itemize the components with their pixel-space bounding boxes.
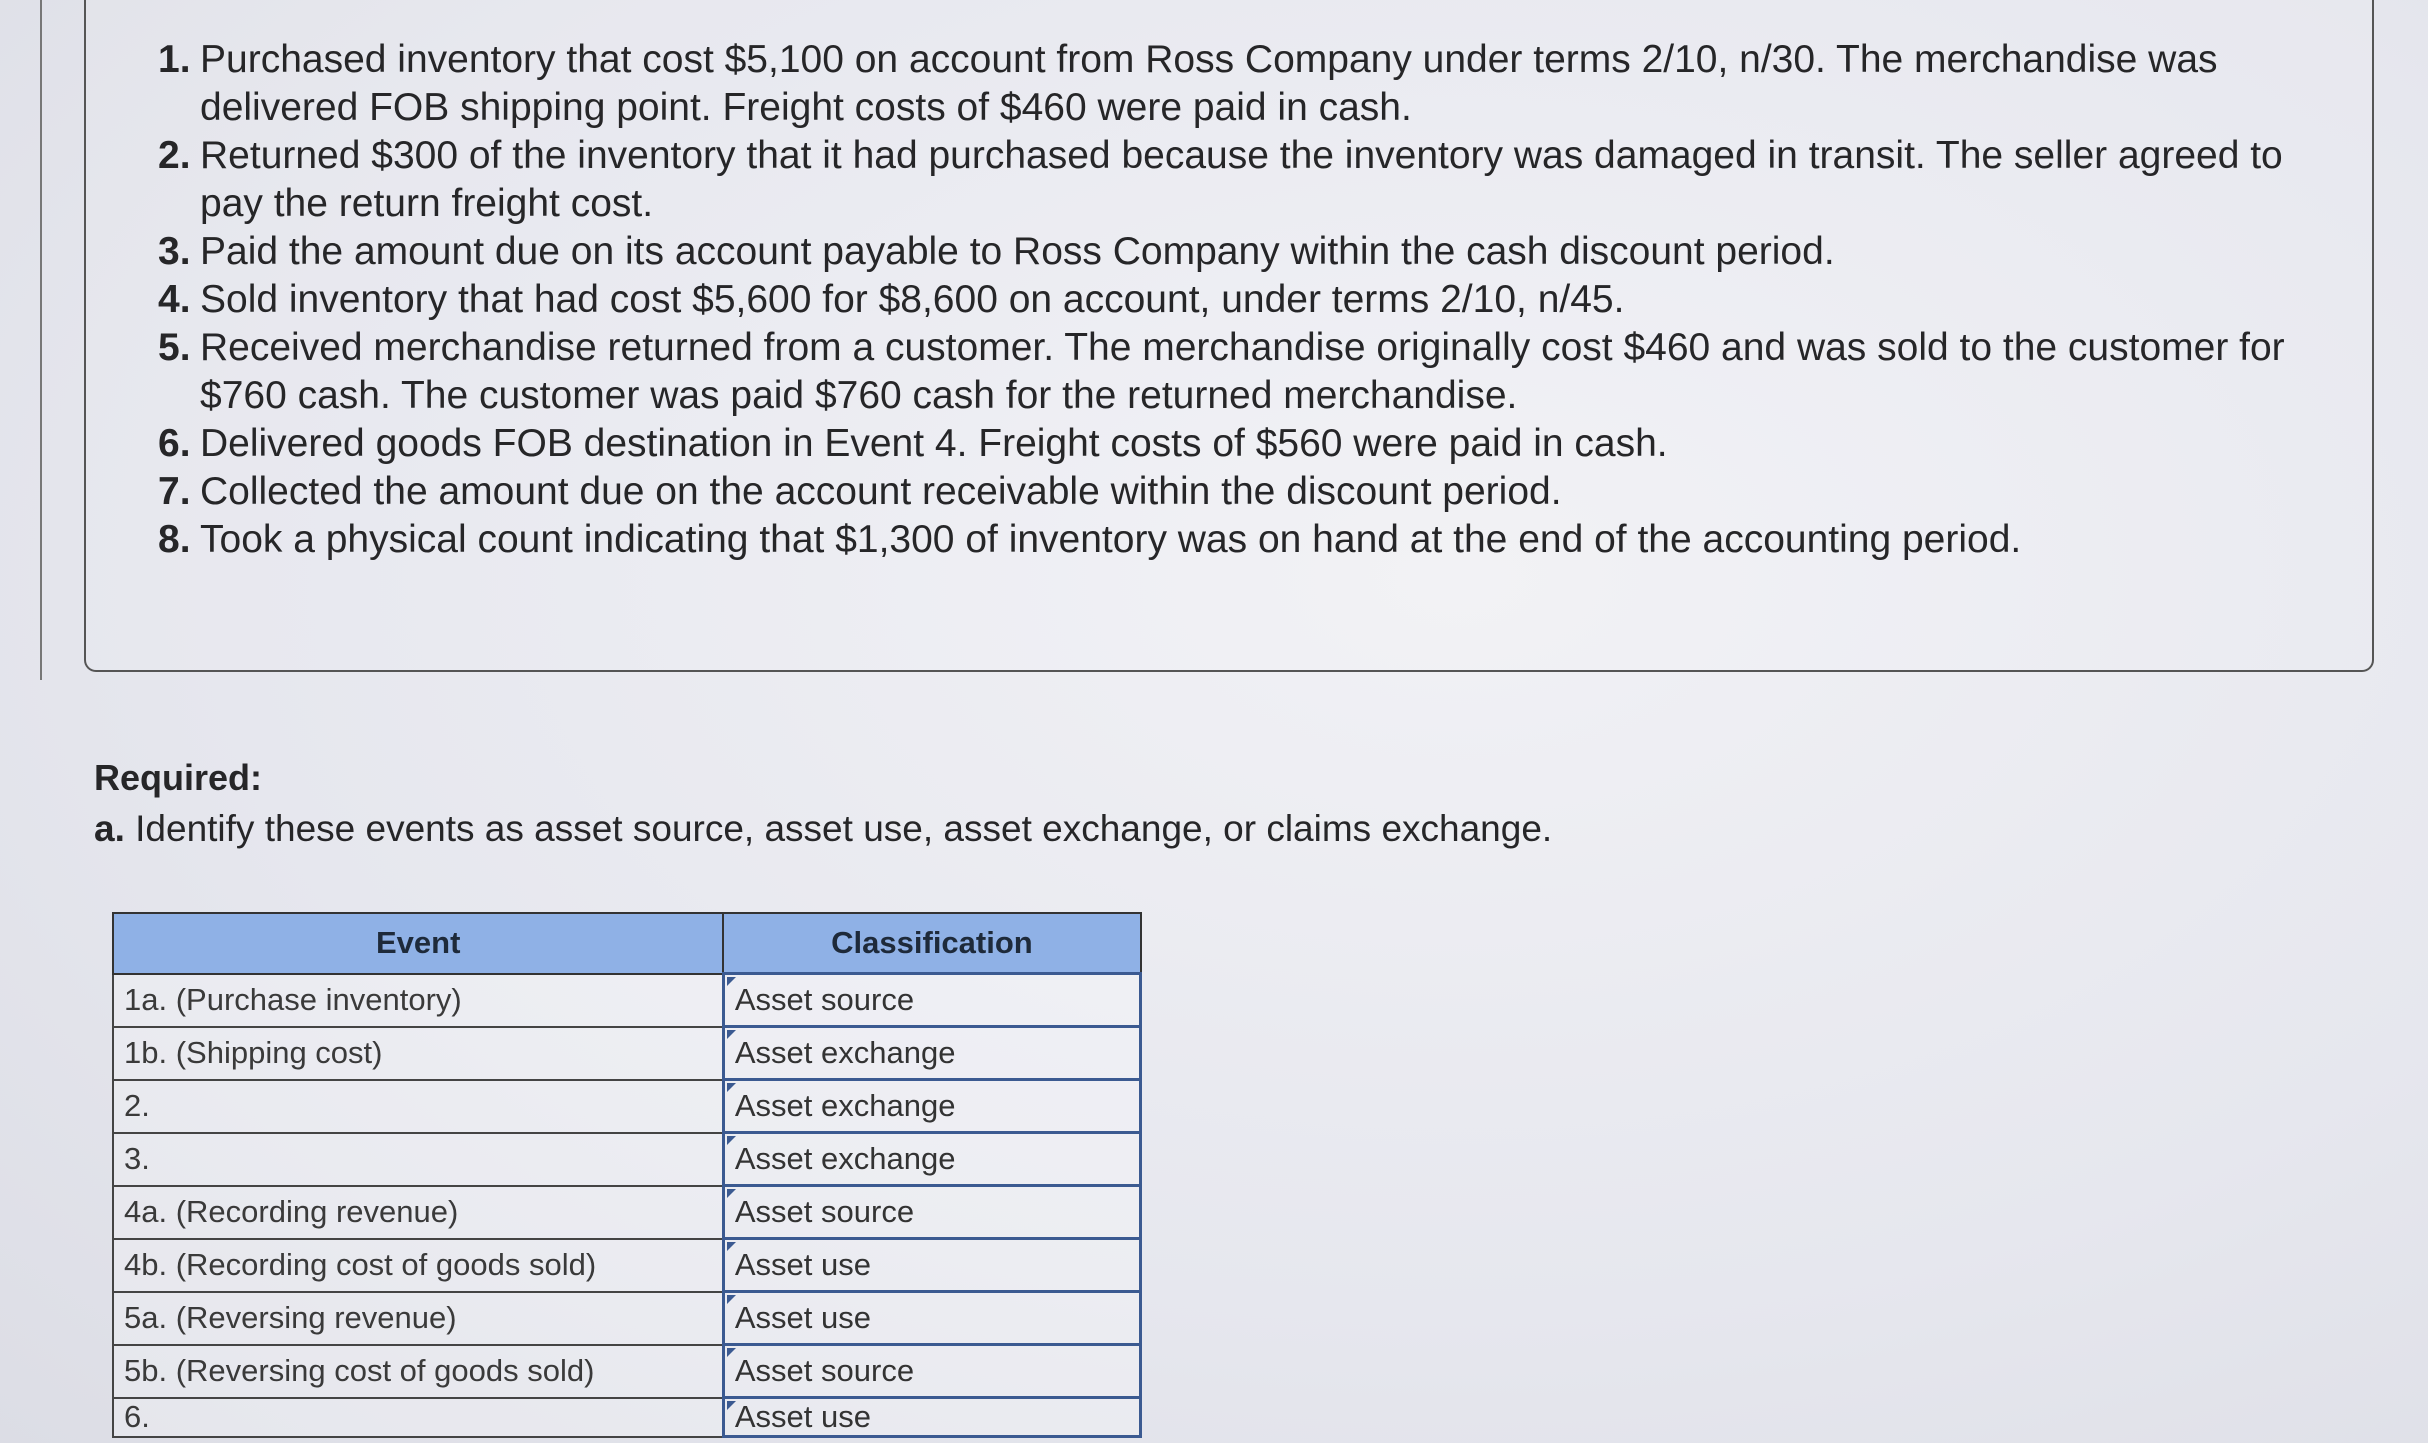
event-number: 8. bbox=[158, 518, 191, 561]
event-cell: 2. bbox=[113, 1080, 723, 1133]
event-text: Purchased inventory that cost $5,100 on account from Ross Company under terms 2/10, n/30. The merchandise was delivered FOB shipping point. Freight costs of $460 were paid in cash. bbox=[200, 38, 2218, 129]
event-number: 5. bbox=[158, 326, 191, 369]
table-row-partial bbox=[113, 1398, 1141, 1437]
classification-table bbox=[112, 912, 1142, 1438]
event-item-6 bbox=[158, 420, 2298, 468]
event-text: Took a physical count indicating that $1,300 of inventory was on hand at the end of the accounting period. bbox=[200, 518, 2022, 561]
event-text: Sold inventory that had cost $5,600 for $8,600 on account, under terms 2/10, n/45. bbox=[200, 278, 1625, 321]
event-item-7 bbox=[158, 468, 2298, 516]
event-item-2 bbox=[158, 132, 2298, 228]
table-row bbox=[113, 974, 1141, 1027]
table-row bbox=[113, 1239, 1141, 1292]
event-text: Collected the amount due on the account receivable within the discount period. bbox=[200, 470, 1562, 513]
table-row bbox=[113, 1186, 1141, 1239]
classification-select[interactable]: Asset exchange bbox=[723, 1080, 1140, 1133]
table-row bbox=[113, 1345, 1141, 1398]
event-item-1 bbox=[158, 36, 2298, 132]
left-divider bbox=[40, 0, 42, 680]
classification-column-header: Classification bbox=[723, 913, 1140, 974]
part-label: a. bbox=[94, 808, 125, 849]
classification-select[interactable]: Asset source bbox=[723, 974, 1140, 1027]
instruction bbox=[94, 808, 1552, 850]
table-row bbox=[113, 1292, 1141, 1345]
event-item-4 bbox=[158, 276, 2298, 324]
event-cell: 1b. (Shipping cost) bbox=[113, 1027, 723, 1080]
event-cell: 4b. (Recording cost of goods sold) bbox=[113, 1239, 723, 1292]
classification-select[interactable]: Asset source bbox=[723, 1345, 1140, 1398]
classification-select[interactable]: Asset use bbox=[723, 1398, 1140, 1437]
classification-select[interactable]: Asset exchange bbox=[723, 1133, 1140, 1186]
classification-table-container bbox=[112, 912, 1142, 1434]
event-item-5 bbox=[158, 324, 2298, 420]
required-heading: Required: bbox=[94, 757, 263, 798]
event-text: Received merchandise returned from a customer. The merchandise originally cost $460 and was sold to the customer for $760 cash. The customer was paid $760 cash for the returned merchandise. bbox=[200, 326, 2285, 417]
event-number: 6. bbox=[158, 422, 191, 465]
event-cell: 3. bbox=[113, 1133, 723, 1186]
classification-select[interactable]: Asset source bbox=[723, 1186, 1140, 1239]
classification-select[interactable]: Asset use bbox=[723, 1292, 1140, 1345]
event-text: Delivered goods FOB destination in Event 4. Freight costs of $560 were paid in cash. bbox=[200, 422, 1668, 465]
table-row bbox=[113, 1133, 1141, 1186]
event-text: Returned $300 of the inventory that it had purchased because the inventory was damaged in transit. The seller agreed to pay the return freight cost. bbox=[200, 134, 2283, 225]
event-cell: 1a. (Purchase inventory) bbox=[113, 974, 723, 1027]
event-list bbox=[158, 36, 2298, 564]
event-number: 3. bbox=[158, 230, 191, 273]
event-item-8 bbox=[158, 516, 2298, 564]
event-text: Paid the amount due on its account payable to Ross Company within the cash discount period. bbox=[200, 230, 1835, 273]
table-header-row bbox=[113, 913, 1141, 974]
classification-select[interactable]: Asset exchange bbox=[723, 1027, 1140, 1080]
event-number: 2. bbox=[158, 134, 191, 177]
event-cell: 4a. (Recording revenue) bbox=[113, 1186, 723, 1239]
event-item-3 bbox=[158, 228, 2298, 276]
event-number: 7. bbox=[158, 470, 191, 513]
table-row bbox=[113, 1027, 1141, 1080]
event-number: 1. bbox=[158, 38, 191, 81]
table-row bbox=[113, 1080, 1141, 1133]
classification-select[interactable]: Asset use bbox=[723, 1239, 1140, 1292]
event-column-header: Event bbox=[113, 913, 723, 974]
event-cell: 6. bbox=[113, 1398, 723, 1437]
instruction-text: Identify these events as asset source, asset use, asset exchange, or claims exchange. bbox=[135, 808, 1553, 849]
event-number: 4. bbox=[158, 278, 191, 321]
event-cell: 5b. (Reversing cost of goods sold) bbox=[113, 1345, 723, 1398]
event-cell: 5a. (Reversing revenue) bbox=[113, 1292, 723, 1345]
